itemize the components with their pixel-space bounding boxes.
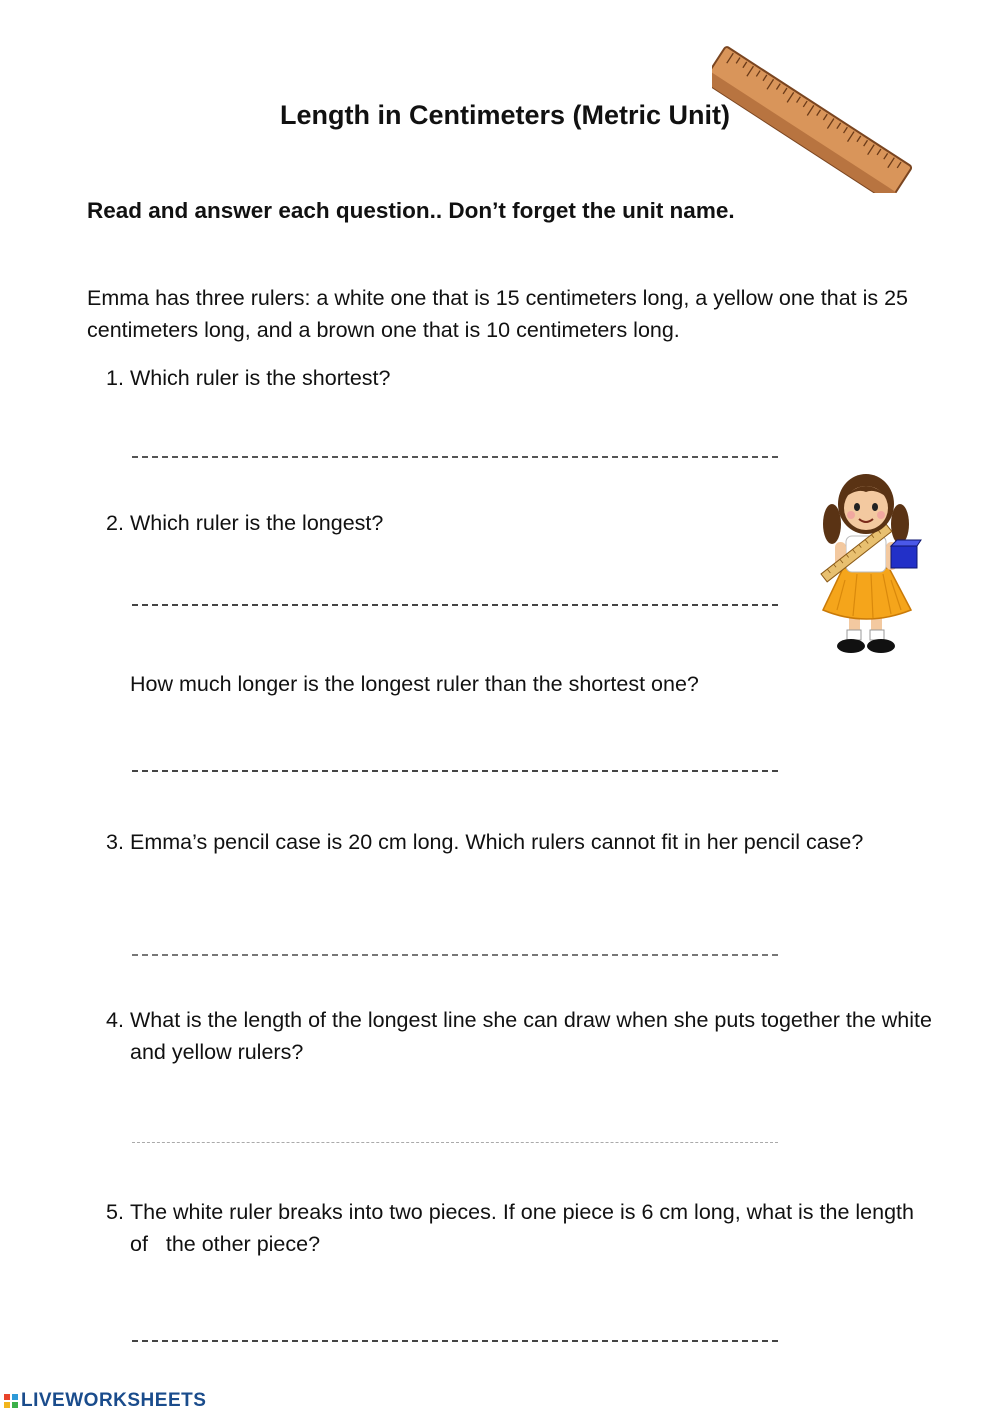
question-text: Which ruler is the longest? — [130, 511, 384, 535]
ruler-illustration — [712, 28, 927, 193]
question-2 — [106, 507, 936, 539]
question-text: Emma’s pencil case is 20 cm long. Which rulers cannot fit in her pencil case? — [130, 830, 864, 854]
footer-brand — [4, 1390, 206, 1412]
instructions: Read and answer each question.. Don’t forget the unit name. — [87, 198, 735, 223]
page-title: Length in Centimeters (Metric Unit) — [279, 100, 731, 130]
question-1 — [106, 362, 936, 394]
answer-field-5[interactable] — [132, 1340, 778, 1342]
question-text: What is the length of the longest line she can draw when she puts together the white and yellow rulers? — [130, 1008, 950, 1064]
answer-field-4[interactable] — [132, 1142, 778, 1143]
question-number: 4. — [106, 1008, 124, 1032]
answer-field-3[interactable] — [132, 954, 778, 956]
intro-paragraph: Emma has three rulers: a white one that is 15 centimeters long, a yellow one that is 25 centimeters long, and a brown one that is 10 centimeters long. — [87, 286, 909, 342]
answer-field-2b[interactable] — [132, 770, 778, 772]
brand-name[interactable]: LIVEWORKSHEETS — [21, 1390, 207, 1411]
question-4 — [106, 1004, 950, 1068]
question-number: 5. — [106, 1200, 124, 1224]
answer-field-1[interactable] — [132, 456, 778, 458]
girl-with-ruler-illustration — [815, 462, 925, 662]
sub-question: How much longer is the longest ruler than the shortest one? — [130, 672, 699, 696]
question-3 — [106, 826, 936, 858]
liveworksheets-logo-icon — [4, 1394, 18, 1408]
question-number: 1. — [106, 366, 124, 390]
question-text: The white ruler breaks into two pieces. If one piece is 6 cm long, what is the length of the other piece? — [130, 1200, 920, 1256]
question-5 — [106, 1196, 936, 1260]
question-number: 3. — [106, 830, 124, 854]
answer-field-2[interactable] — [132, 604, 778, 606]
question-text: Which ruler is the shortest? — [130, 366, 391, 390]
question-number: 2. — [106, 511, 124, 535]
